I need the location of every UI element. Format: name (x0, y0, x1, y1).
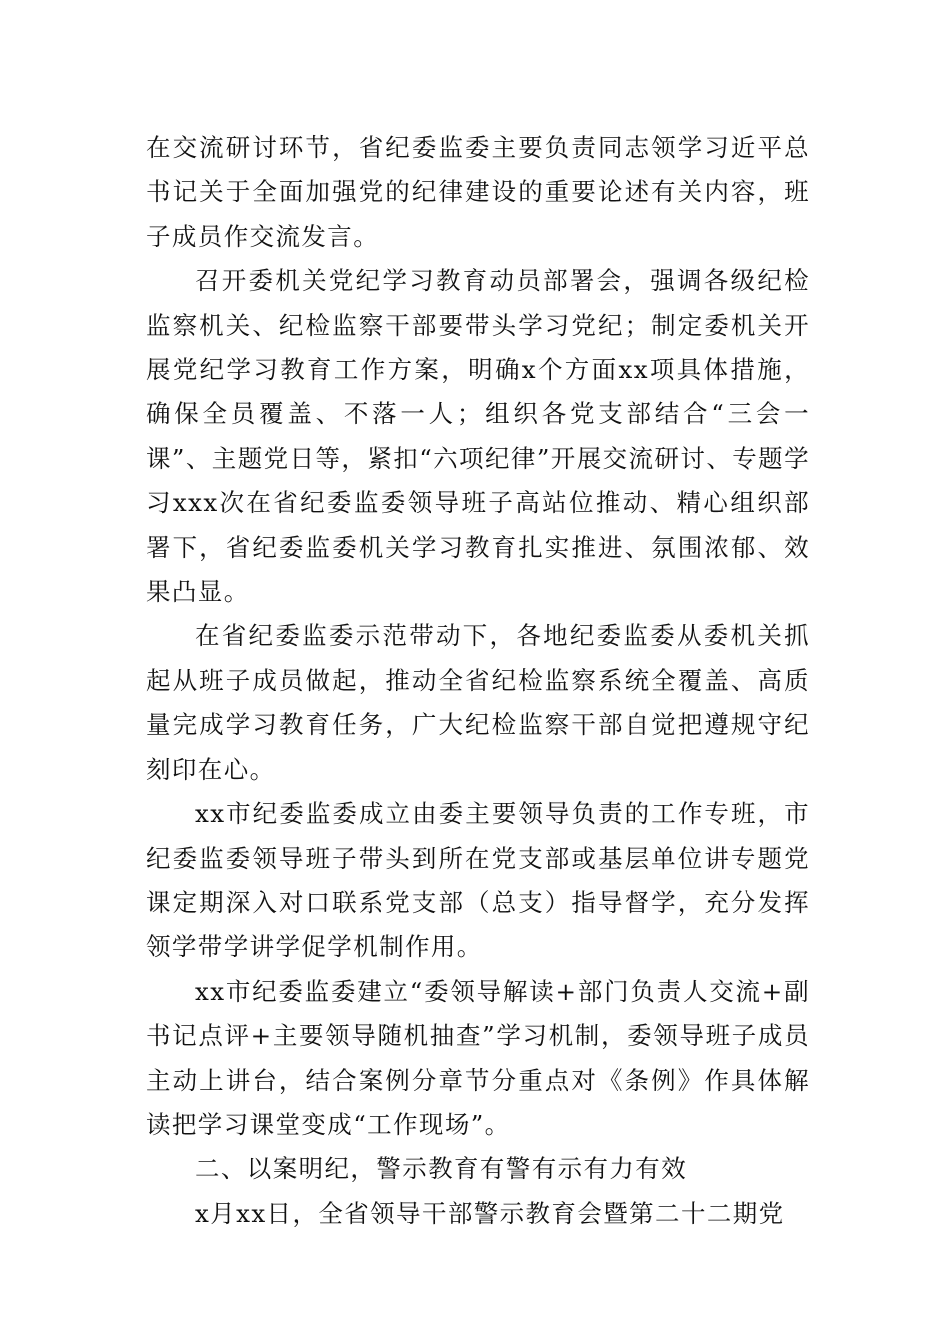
paragraph-task-force: xx市纪委监委成立由委主要领导负责的工作专班，市纪委监委领导班子带头到所在党支部或基层单位讲专题党课定期深入对口联系党支部（总支）指导督学，充分发挥领学带学讲学促学机制作用。 (146, 799, 810, 962)
section-heading: 二、以案明纪，警示教育有警有示有力有效 (195, 1154, 688, 1184)
paragraph-study-mechanism: xx市纪委监委建立“委领导解读+部门负责人交流+副书记点评+主要领导随机抽查”学习机制，委领导班子成员主动上讲台，结合案例分章节分重点对《条例》作具体解读把学习课堂变成“工作现场”。 (146, 976, 810, 1139)
paragraph-warning-conference: x月xx日，全省领导干部警示教育会暨第二十二期党 (195, 1198, 785, 1228)
document-body (146, 126, 810, 1236)
paragraph-discussion: 在交流研讨环节，省纪委监委主要负责同志领学习近平总书记关于全面加强党的纪律建设的重要论述有关内容，班子成员作交流发言。 (146, 133, 810, 251)
paragraph-mobilization-meeting: 召开委机关党纪学习教育动员部署会，强调各级纪检监察机关、纪检监察干部要带头学习党纪；制定委机关开展党纪学习教育工作方案，明确x个方面xx项具体措施，确保全员覆盖、不落一人；组织各党支部结合“三会一课”、主题党日等，紧扣“六项纪律”开展交流研讨、专题学习xxx次在省纪委监委领导班子高站位推动、精心组织部署下，省纪委监委机关学习教育扎实推进、氛围浓郁、效果凸显。 (146, 266, 810, 607)
paragraph-demonstration: 在省纪委监委示范带动下，各地纪委监委从委机关抓起从班子成员做起，推动全省纪检监察系统全覆盖、高质量完成学习教育任务，广大纪检监察干部自觉把遵规守纪刻印在心。 (146, 621, 810, 784)
